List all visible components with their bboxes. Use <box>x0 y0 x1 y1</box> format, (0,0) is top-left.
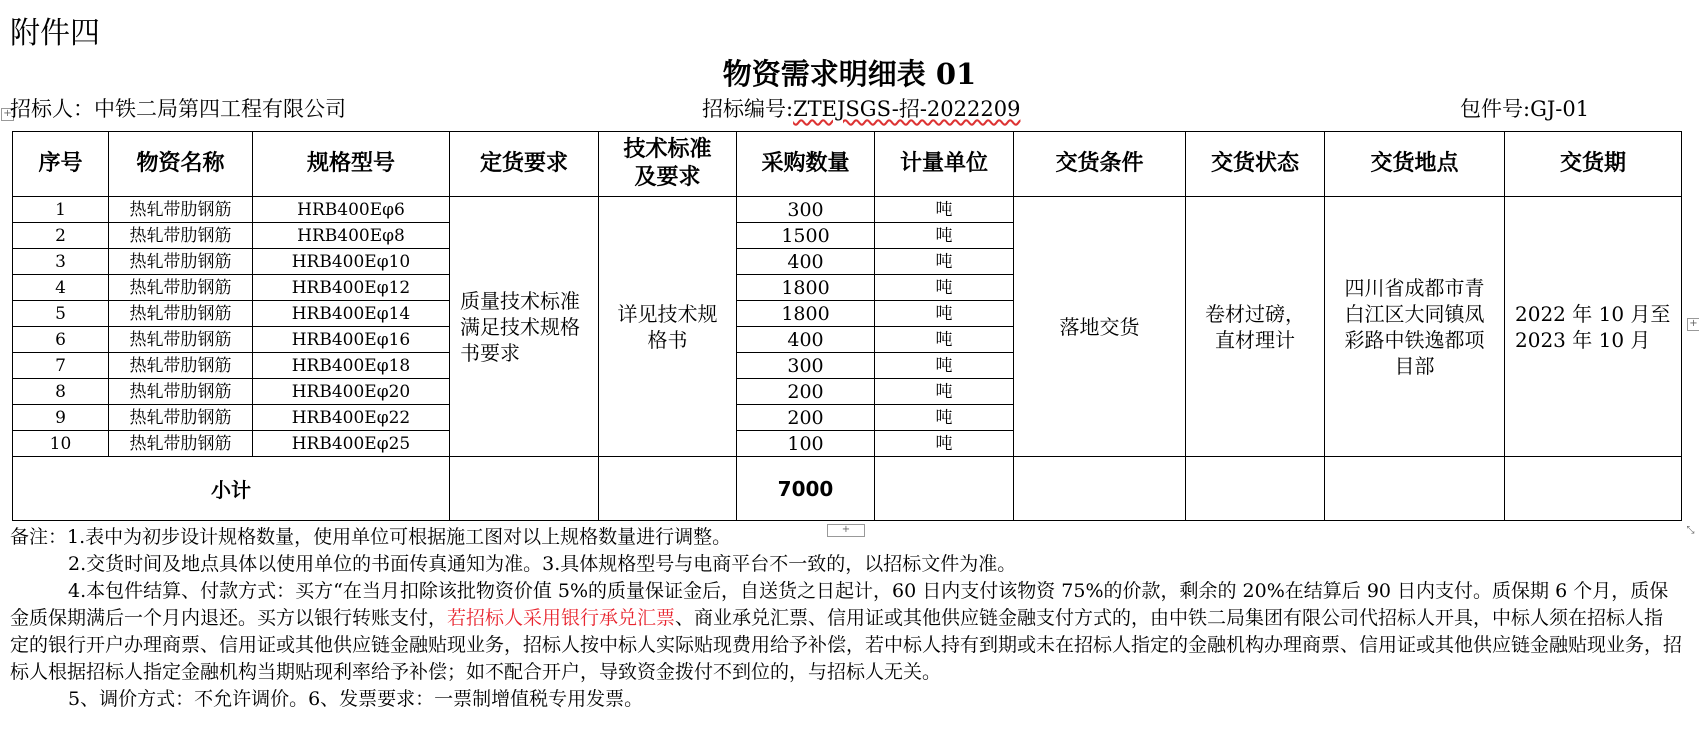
tech-standard: 详见技术规格书 <box>599 197 737 457</box>
row-material-name: 热轧带肋钢筋 <box>109 197 253 223</box>
row-qty: 100 <box>737 431 875 457</box>
row-qty: 300 <box>737 197 875 223</box>
row-spec: HRB400Eφ6 <box>253 197 450 223</box>
delivery-period: 2022 年 10 月至 2023 年 10 月 <box>1505 197 1682 457</box>
attachment-label: 附件四 <box>10 16 100 51</box>
notes-section <box>10 524 1682 713</box>
row-qty: 400 <box>737 249 875 275</box>
note-highlight-text: 若招标人采用银行承兑汇票 <box>447 607 676 629</box>
row-material-name: 热轧带肋钢筋 <box>109 353 253 379</box>
row-qty: 1800 <box>737 301 875 327</box>
subtotal-empty-cell <box>1325 457 1505 521</box>
row-no: 1 <box>13 197 109 223</box>
package-number: 包件号:GJ-01 <box>1460 97 1590 121</box>
row-material-name: 热轧带肋钢筋 <box>109 431 253 457</box>
row-qty: 1800 <box>737 275 875 301</box>
row-no: 9 <box>13 405 109 431</box>
row-material-name: 热轧带肋钢筋 <box>109 223 253 249</box>
row-material-name: 热轧带肋钢筋 <box>109 275 253 301</box>
row-qty: 300 <box>737 353 875 379</box>
subtotal-empty-cell <box>875 457 1014 521</box>
delivery-state: 卷材过磅，直材理计 <box>1186 197 1325 457</box>
col-header-name: 物资名称 <box>109 132 253 197</box>
col-header-delivery-place: 交货地点 <box>1325 132 1505 197</box>
row-unit: 吨 <box>875 327 1014 353</box>
note-line-2: 2.交货时间及地点具体以使用单位的书面传真通知为准。3.具体规格型号与电商平台不一致的，以招标文件为准。 <box>68 553 1017 575</box>
row-unit: 吨 <box>875 223 1014 249</box>
row-unit: 吨 <box>875 249 1014 275</box>
table-row <box>13 197 1682 223</box>
table-header-row <box>13 132 1682 197</box>
row-material-name: 热轧带肋钢筋 <box>109 327 253 353</box>
row-spec: HRB400Eφ25 <box>253 431 450 457</box>
row-unit: 吨 <box>875 405 1014 431</box>
col-header-qty: 采购数量 <box>737 132 875 197</box>
col-header-delivery-state: 交货状态 <box>1186 132 1325 197</box>
material-demand-table <box>12 131 1682 521</box>
row-material-name: 热轧带肋钢筋 <box>109 379 253 405</box>
subtotal-empty-cell <box>1014 457 1186 521</box>
row-no: 6 <box>13 327 109 353</box>
table-resize-handle-icon[interactable]: ⤡ <box>1686 525 1695 536</box>
note-payment-text: 4.本包件结算、付款方式：买方“在当月扣除该批物资价值 5%的质量保证金后，自送货之日起计，60 日内支付该物资 75%的价款，剩余的 20%在结算后 90 日内支付。质保期 6 个月，质保金质保期满后一个月内退还。买方以银行转账支付， <box>10 580 1669 629</box>
col-header-spec: 规格型号 <box>253 132 450 197</box>
row-qty: 200 <box>737 405 875 431</box>
row-spec: HRB400Eφ10 <box>253 249 450 275</box>
subtotal-row <box>13 457 1682 521</box>
col-header-no: 序号 <box>13 132 109 197</box>
row-spec: HRB400Eφ12 <box>253 275 450 301</box>
delivery-condition: 落地交货 <box>1014 197 1186 457</box>
col-header-delivery-cond: 交货条件 <box>1014 132 1186 197</box>
subtotal-empty-cell <box>1505 457 1682 521</box>
note-line-4 <box>10 578 1682 686</box>
subtotal-empty-cell <box>450 457 599 521</box>
row-unit: 吨 <box>875 197 1014 223</box>
row-spec: HRB400Eφ18 <box>253 353 450 379</box>
tender-number-value: ZTEJSGS-招-2022209 <box>793 97 1021 121</box>
row-qty: 400 <box>737 327 875 353</box>
col-header-delivery-period: 交货期 <box>1505 132 1682 197</box>
row-no: 5 <box>13 301 109 327</box>
row-no: 4 <box>13 275 109 301</box>
page-title: 物资需求明细表 01 <box>722 57 977 91</box>
row-material-name: 热轧带肋钢筋 <box>109 301 253 327</box>
row-no: 8 <box>13 379 109 405</box>
row-no: 10 <box>13 431 109 457</box>
row-no: 2 <box>13 223 109 249</box>
tender-number-label: 招标编号: <box>702 97 794 121</box>
col-header-tech-standard: 技术标准及要求 <box>599 132 737 197</box>
row-spec: HRB400Eφ22 <box>253 405 450 431</box>
row-unit: 吨 <box>875 431 1014 457</box>
subtotal-empty-cell <box>599 457 737 521</box>
row-qty: 200 <box>737 379 875 405</box>
row-spec: HRB400Eφ14 <box>253 301 450 327</box>
col-header-unit: 计量单位 <box>875 132 1014 197</box>
row-no: 3 <box>13 249 109 275</box>
add-column-handle-icon[interactable]: + <box>1687 318 1699 331</box>
subtotal-label: 小计 <box>13 457 450 521</box>
row-qty: 1500 <box>737 223 875 249</box>
tenderer-label: 招标人：中铁二局第四工程有限公司 <box>10 97 346 121</box>
row-spec: HRB400Eφ8 <box>253 223 450 249</box>
delivery-place: 四川省成都市青白江区大同镇凤彩路中铁逸都项目部 <box>1325 197 1505 457</box>
note-payment-text-cont: 、商业承兑汇票、信用证或其他供应链金融支付方式的，由中铁二局集团有限公司代招标人开具，中标人须在招标人指定的银行开户办理商票、信用证或其他供应链金融贴现业务，招标人按中标人实际贴现费用给予补偿，若中标人持有到期或未在招标人指定的金融机构办理商票、信用证或其他供应链金融贴现业务，招标人根据招标人指定金融机构当期贴现利率给予补偿；如不配合开户，导致资金拨付不到位的，与招标人无关。 <box>10 607 1683 683</box>
add-row-handle-icon[interactable]: + <box>827 524 865 537</box>
order-requirement: 质量技术标准满足技术规格书要求 <box>450 197 599 457</box>
row-unit: 吨 <box>875 353 1014 379</box>
col-header-order-req: 定货要求 <box>450 132 599 197</box>
subtotal-qty: 7000 <box>737 457 875 521</box>
note-line-5: 5、调价方式：不允许调价。6、发票要求：一票制增值税专用发票。 <box>68 688 644 710</box>
row-unit: 吨 <box>875 275 1014 301</box>
subtotal-empty-cell <box>1186 457 1325 521</box>
row-material-name: 热轧带肋钢筋 <box>109 249 253 275</box>
row-spec: HRB400Eφ16 <box>253 327 450 353</box>
tender-number <box>702 93 1020 123</box>
row-unit: 吨 <box>875 379 1014 405</box>
row-spec: HRB400Eφ20 <box>253 379 450 405</box>
row-unit: 吨 <box>875 301 1014 327</box>
row-no: 7 <box>13 353 109 379</box>
row-material-name: 热轧带肋钢筋 <box>109 405 253 431</box>
table-move-handle-icon[interactable]: + <box>1 108 14 121</box>
note-line-1: 备注：1.表中为初步设计规格数量，使用单位可根据施工图对以上规格数量进行调整。 <box>10 526 732 548</box>
